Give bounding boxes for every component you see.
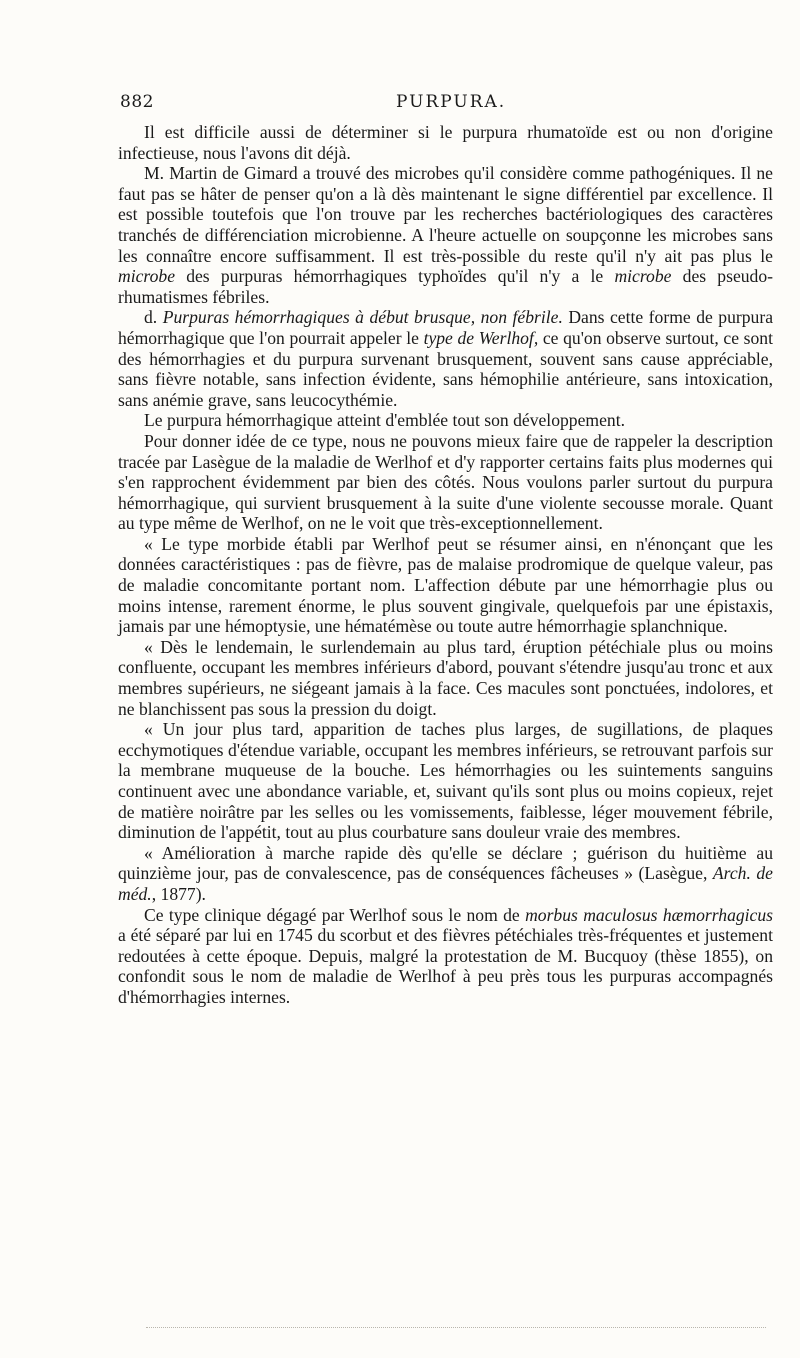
text-segment: des purpuras hémorrhagiques typhoïdes qu'il n'y a le: [175, 266, 615, 287]
paragraph: [118, 637, 773, 719]
text-segment: Le purpura hémorrhagique atteint d'emblée tout son développement.: [144, 410, 625, 431]
text-segment: Ce type clinique dégagé par Werlhof sous le nom de: [144, 904, 526, 925]
page-number: 882: [120, 92, 154, 112]
citation-italic: Arch. de méd.: [118, 863, 773, 904]
text-segment: Il est difficile aussi de déterminer si le purpura rhumatoïde est ou non d'origine infectieuse, nous l'avons dit déjà.: [118, 122, 773, 163]
body-text: [118, 122, 773, 1008]
text-segment: Pour donner idée de ce type, nous ne pouvons mieux faire que de rappeler la description tracée par Lasègue de la maladie de Werlhof et d'y rapporter certains faits plus modernes qui s'en rapprochent évidemment par bien des côtés. Nous voulons parler surtout du purpura hémorrhagique, qui survient brusquement à la suite d'une violente secousse morale. Quant au type même de Werlhof, on ne le voit que très-exceptionnellement.: [118, 430, 773, 534]
text-segment: M. Martin de Gimard a trouvé des microbes qu'il considère comme pathogéniques. Il ne faut pas se hâter de penser qu'on a là dès maintenant le signe différentiel par excellence. Il est possible toutefois que l'on trouve par les recherches bactériologiques des caractères tranchés de différenciation microbienne. A l'heure actuelle on soupçonne les microbes sans les connaître encore suffisamment. Il est très-possible du reste qu'il n'y ait pas plus le: [118, 163, 773, 266]
text-segment: Dans cette forme de purpura hémorrhagique que l'on pourrait appeler le: [118, 307, 774, 348]
paragraph: [118, 307, 773, 410]
paragraph: [118, 905, 773, 1008]
text-segment: des pseudo-rhumatismes fébriles.: [118, 266, 774, 307]
text-segment-italic: type de Werlhof,: [423, 327, 539, 348]
text-segment-italic: microbe: [614, 266, 672, 287]
text-segment: , 1877).: [151, 883, 206, 904]
text-segment-italic: microbe: [118, 266, 175, 287]
paragraph: [118, 122, 773, 163]
bottom-dotted-rule: [146, 1327, 766, 1328]
text-segment: ce qu'on observe surtout, ce sont des hémorrhagies et du purpura survenant brusquement, souvent sans cause appréciable, sans fièvre notable, sans infection évidente, sans hémophilie antérieure, sans intoxication, sans anémie grave, sans leucocythémie.: [118, 327, 773, 410]
text-segment: « Le type morbide établi par Werlhof peut se résumer ainsi, en n'énonçant que les données caractéristiques : pas de fièvre, pas de malaise prodromique de quelque valeur, pas de maladie concomitante portant nom. L'affection débute par une hémorrhagie plus ou moins intense, rarement énorme, le plus souvent gingivale, quelquefois par une épistaxis, jamais par une hémoptysie, une hématémèse ou toute autre hémorrhagie splanchnique.: [118, 533, 773, 637]
paragraph: [118, 410, 773, 431]
paragraph: [118, 843, 773, 905]
text-segment: « Dès le lendemain, le surlendemain au plus tard, éruption pétéchiale plus ou moins confluente, occupant les membres inférieurs d'abord, pouvant s'étendre jusqu'au tronc et aux membres supérieurs, ne siégeant jamais à la face. Ces macules sont ponctuées, indolores, et ne blanchissent pas sous la pression du doigt.: [118, 636, 773, 719]
paragraph: [118, 163, 773, 307]
text-segment: « Amélioration à marche rapide dès qu'elle se déclare ; guérison du huitième au quinzième jour, pas de convalescence, pas de conséquences fâcheuses » (Lasègue,: [118, 842, 773, 884]
paragraph: [118, 431, 773, 534]
running-head: PURPURA.: [396, 92, 507, 112]
text-segment: a été séparé par lui en 1745 du scorbut et des fièvres pétéchiales très-fréquentes et justement redoutées à cette époque. Depuis, malgré la protestation de M. Bucquoy (thèse 1855), on confondit sous le nom de maladie de Werlhof à peu près tous les purpuras accompagnés d'hémorrhagies internes.: [118, 925, 773, 1007]
paragraph: [118, 534, 773, 637]
text-segment: d.: [144, 307, 163, 328]
text-segment: « Un jour plus tard, apparition de taches plus larges, de sugillations, de plaques ecchymotiques d'étendue variable, occupant les membres inférieurs, se retrouvant parfois sur la membrane muqueuse de la bouche. Les hémorrhagies ou les suintements sanguins continuent avec une abondance variable, et, suivant qu'ils sont plus ou moins copieux, rejet de matière noirâtre par les selles ou les vomissements, faiblesse, léger mouvement fébrile, diminution de l'appétit, tout au plus courbature sans douleur vraie des membres.: [118, 719, 773, 843]
document-page: [118, 88, 773, 1008]
text-segment-italic: morbus maculosus hæmorrhagicus: [525, 904, 773, 925]
paragraph: [118, 719, 773, 843]
page-header: [118, 88, 773, 122]
section-heading-italic: Purpuras hémorrhagiques à début brusque, non fébrile.: [162, 307, 563, 328]
